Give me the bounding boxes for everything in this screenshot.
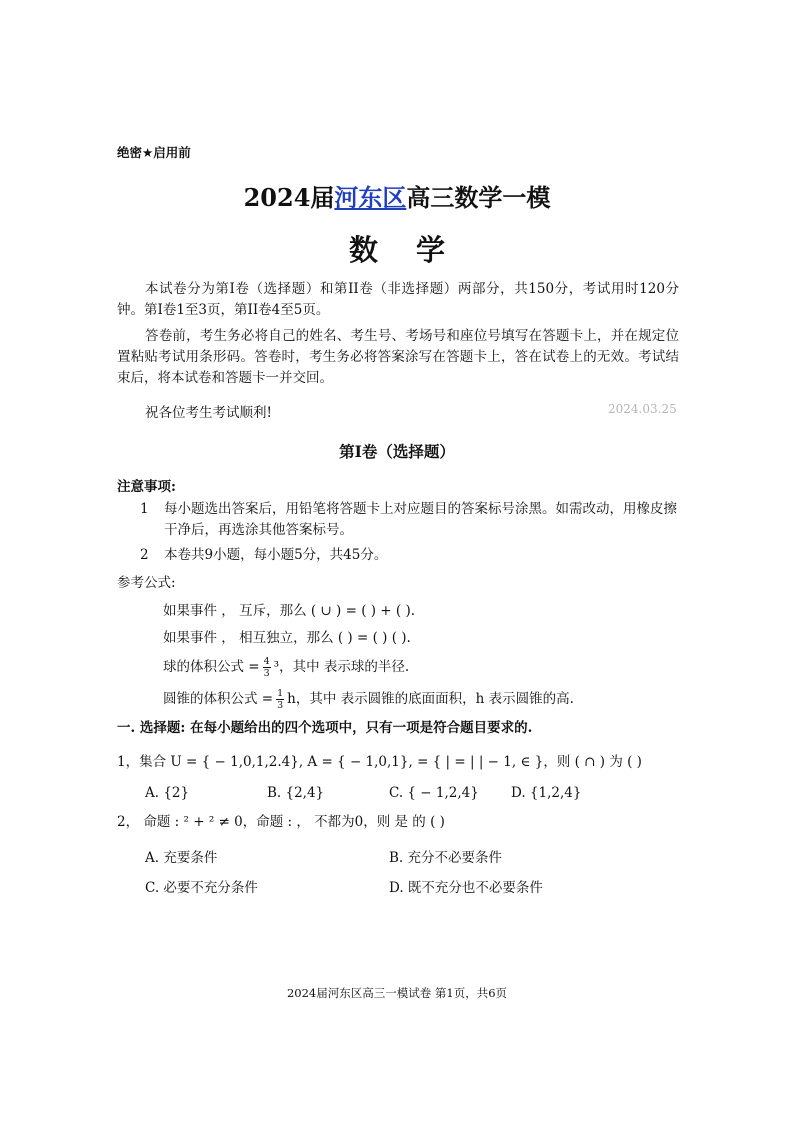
district-link[interactable]: 河东区: [334, 183, 407, 212]
question-2-option-b[interactable]: B. 充分不必要条件: [389, 850, 503, 866]
question-2-stem: 2， 命题 : ² + ² ≠ 0，命题 : ， 不都为0，则 是 的 ( ): [117, 814, 445, 830]
question-1-option-c[interactable]: C. { − 1,2,4}: [389, 785, 479, 801]
section-title: 第I卷（选择题）: [339, 442, 455, 461]
part-one-heading: 一. 选择题: 在每小题给出的四个选项中，只有一项是符合题目要求的.: [117, 720, 533, 736]
formula-independent: 如果事件 ， 相互独立，那么 ( ) = ( ) ( ).: [163, 630, 411, 646]
question-2-option-a[interactable]: A. 充要条件: [145, 850, 218, 866]
subject-heading: 数 学: [348, 233, 460, 267]
notice-text: 本卷共9小题，每小题5分，共45分。: [164, 547, 388, 563]
question-1-option-d[interactable]: D. {1,2,4}: [511, 785, 582, 801]
cone-fraction: [276, 688, 284, 711]
cone-suffix: h，其中 表示圆锥的底面面积，h 表示圆锥的高.: [287, 691, 574, 707]
title-rest: 高三数学一模: [406, 183, 551, 212]
sphere-fraction: [263, 656, 271, 679]
intro-paragraph-1: 本试卷分为第I卷（选择题）和第II卷（非选择题）两部分，共150分，考试用时120分钟。第I卷1至3页，第II卷4至5页。: [117, 281, 679, 318]
fraction-denominator: 3: [263, 668, 270, 679]
formula-sphere-volume: [163, 655, 409, 679]
notice-text: 每小题选出答案后，用铅笔将答题卡上对应题目的答案标号涂黑。如需改动，用橡皮擦干净后，再选涂其他答案标号。: [164, 501, 677, 538]
fraction-numerator: 1: [277, 688, 284, 699]
formula-mutually-exclusive: 如果事件 ， 互斥，那么 ( ∪ ) = ( ) + ( ).: [163, 603, 416, 619]
formula-cone-volume: [163, 687, 574, 711]
sphere-prefix: 球的体积公式 =: [163, 659, 260, 675]
page-footer: 2024届河东区高三一模试卷 第1页，共6页: [286, 986, 508, 1000]
notice-number: 1: [140, 501, 149, 517]
wish-text: 祝各位考生考试顺利!: [145, 405, 272, 421]
exam-title: [0, 178, 794, 213]
fraction-denominator: 3: [277, 700, 284, 711]
cone-prefix: 圆锥的体积公式 =: [163, 691, 274, 707]
question-2-option-d[interactable]: D. 既不充分也不必要条件: [389, 880, 543, 896]
intro-paragraph-2: 答卷前，考生务必将自己的姓名、考生号、考场号和座位号填写在答题卡上，并在规定位置粘贴考试用条形码。答卷时，考生务必将答案涂写在答题卡上，答在试卷上的无效。考试结束后，将本试卷和答题卡一并交回。: [117, 328, 679, 386]
question-1-option-b[interactable]: B. {2,4}: [267, 785, 325, 801]
notice-heading: 注意事项:: [117, 479, 176, 495]
formula-heading: 参考公式:: [117, 575, 176, 591]
question-2-option-c[interactable]: C. 必要不充分条件: [145, 880, 258, 896]
fraction-numerator: 4: [263, 656, 270, 667]
notice-item: [140, 545, 680, 566]
notice-number: 2: [140, 547, 149, 563]
exam-date: 2024.03.25: [608, 402, 677, 416]
confidential-label: 绝密★启用前: [117, 145, 191, 160]
sphere-suffix: ³，其中 表示球的半径.: [273, 659, 410, 675]
notice-item: [140, 499, 680, 541]
question-1-option-a[interactable]: A. {2}: [145, 785, 190, 801]
question-1-stem: 1，集合 U = { − 1,0,1,2.4}, A = { − 1,0,1}, = { | = | | − 1, ∈ }，则 ( ∩ ) 为 ( ): [117, 754, 642, 770]
title-year: 2024届: [243, 183, 335, 212]
